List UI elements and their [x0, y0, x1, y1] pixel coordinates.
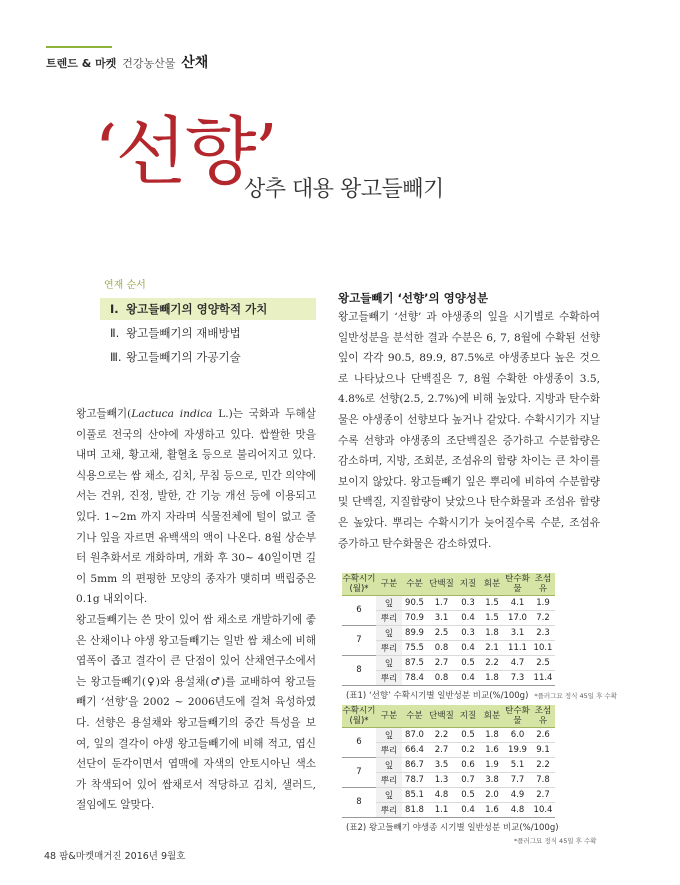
table-header-cell: 수확시기(월)* [342, 573, 376, 594]
table-part-cell: 뿌리 [376, 670, 402, 685]
series-item-text: 왕고들빼기의 재배방법 [126, 326, 241, 340]
table-value-cell: 4.1 [504, 595, 531, 610]
table-value-cell: 2.7 [531, 787, 555, 802]
table-value-cell: 87.0 [402, 727, 427, 742]
table-value-cell: 3.1 [427, 610, 456, 625]
subsection-label: 건강농산물 [122, 57, 176, 70]
table-value-cell: 78.7 [402, 772, 427, 787]
table-header-cell: 단백질 [427, 573, 456, 595]
table-value-cell: 0.3 [456, 625, 480, 640]
table-value-cell: 10.4 [531, 802, 555, 817]
table-value-cell: 90.5 [402, 595, 427, 610]
table-value-cell: 1.3 [427, 772, 456, 787]
table-value-cell: 2.1 [480, 640, 504, 655]
table-header-cell: 회분 [480, 573, 504, 595]
page-footer [44, 848, 185, 862]
table-value-cell: 0.8 [427, 670, 456, 685]
series-item-2 [100, 322, 316, 344]
caption-text: (표2) 왕고들빼기 야생종 시기별 일반성분 비교(%/100g) [346, 823, 559, 833]
table-row [342, 655, 555, 670]
table-row [342, 787, 555, 802]
article-title: ‘선향’ [94, 109, 277, 195]
table-value-cell: 0.2 [456, 742, 480, 757]
table-value-cell: 1.6 [480, 742, 504, 757]
table-header-cell: 수분 [402, 705, 427, 727]
table-value-cell: 2.2 [480, 655, 504, 670]
table-part-cell: 잎 [376, 655, 402, 670]
table-1-caption [346, 689, 617, 701]
table-value-cell: 66.4 [402, 742, 427, 757]
table-header-row [342, 573, 555, 595]
table-part-cell: 잎 [376, 595, 402, 610]
body-text: 왕고들빼기( [76, 408, 132, 420]
nutrition-table-2 [342, 705, 555, 818]
table-part-cell: 뿌리 [376, 742, 402, 757]
category-label: 산채 [181, 55, 209, 71]
table-part-cell: 잎 [376, 625, 402, 640]
table-value-cell: 1.1 [427, 802, 456, 817]
table-value-cell: 7.8 [531, 772, 555, 787]
table-row [342, 757, 555, 772]
table-value-cell: 2.5 [427, 625, 456, 640]
left-column [76, 404, 316, 816]
table-value-cell: 11.4 [531, 670, 555, 685]
table-value-cell: 1.6 [480, 802, 504, 817]
table-value-cell: 85.1 [402, 787, 427, 802]
table-value-cell: 2.2 [427, 727, 456, 742]
series-item-3 [100, 346, 316, 368]
latin-name: Lactuca indica [131, 408, 213, 420]
table-value-cell: 2.2 [531, 757, 555, 772]
series-item-number: Ⅰ. [110, 302, 119, 316]
caption-text: (표1) ‘선향’ 수확시기별 일반성분 비교(%/100g) [346, 691, 529, 701]
table-value-cell: 78.4 [402, 670, 427, 685]
table-header-cell: 조섬유 [531, 705, 555, 727]
article-subtitle: 상추 대용 왕고들빼기 [244, 177, 444, 202]
table-header-cell: 구분 [376, 705, 402, 727]
series-item-text: 왕고들빼기의 영양학적 가치 [126, 302, 268, 316]
table-part-cell: 뿌리 [376, 802, 402, 817]
table-header-cell: 회분 [480, 705, 504, 727]
table-part-cell: 잎 [376, 727, 402, 742]
table-header-cell: 수확시기(월)* [342, 705, 376, 726]
table-month-cell: 7 [342, 757, 376, 787]
table-part-cell: 잎 [376, 787, 402, 802]
table-value-cell: 0.8 [427, 640, 456, 655]
table-month-cell: 6 [342, 727, 376, 757]
table-value-cell: 1.5 [480, 610, 504, 625]
table-month-cell: 8 [342, 787, 376, 817]
table-header-cell: 지질 [456, 705, 480, 727]
right-column: 왕고들빼기 ‘선향’ 과 야생종의 잎을 시기별로 수확하여 일반성분을 분석한 결과 수분은 6, 7, 8월에 수확된 선향 잎이 각각 90.5, 89.9, 87.5%로 야생종보다 높은 것으로 나타났으나 단백질은 7, 8월 수확한 야생종이 3.5, 4.8%로 선향(2.5, 2.7%)에 비해 높았다. 지방과 탄수화물은 야생종이 선향보다 높거나 같았다. 수확시기가 지날수록 선향과 야생종의 조단백질은 증가하고 수분함량은 감소하며, 지방, 조회분, 조섬유의 함량 차이는 큰 차이를 보이지 않았다. 왕고들빼기 잎은 뿌리에 비하여 수분함량 및 단백질, 지질함량이 낮았으나 탄수화물과 조섬유 함량은 높았다. 뿌리는 수확시기가 늦어질수록 수분, 조섬유 증가하고 탄수화물은 감소하였다. [338, 311, 600, 550]
table-value-cell: 2.0 [480, 787, 504, 802]
table-value-cell: 3.5 [427, 757, 456, 772]
table-value-cell: 1.8 [480, 670, 504, 685]
table-part-cell: 뿌리 [376, 772, 402, 787]
table-value-cell: 87.5 [402, 655, 427, 670]
table-header-cell: 지질 [456, 573, 480, 595]
table-value-cell: 2.6 [531, 727, 555, 742]
table-value-cell: 1.9 [531, 595, 555, 610]
table-month-cell: 8 [342, 655, 376, 685]
table-2-caption [346, 821, 559, 833]
table-value-cell: 0.4 [456, 640, 480, 655]
section-header [46, 52, 208, 72]
series-item-1 [100, 298, 316, 320]
table-header-cell: 탄수화물 [505, 705, 530, 726]
table-value-cell: 2.3 [531, 625, 555, 640]
table-row [342, 727, 555, 742]
table-value-cell: 0.5 [456, 655, 480, 670]
table-value-cell: 3.1 [504, 625, 531, 640]
table-value-cell: 4.7 [504, 655, 531, 670]
table-value-cell: 1.5 [480, 595, 504, 610]
magazine-name: 팜&마켓매거진 2016년 9월호 [59, 851, 186, 862]
table-row [342, 625, 555, 640]
body-paragraph-2: 왕고들빼기는 쓴 맛이 있어 쌈 채소로 개발하기에 좋은 산채이나 야생 왕고들빼기는 일반 쌈 채소에 비해 엽폭이 좁고 결각이 큰 단점이 있어 산채연구소에서는 왕고들빼기(♀)와 용설채(♂)를 교배하여 왕고들빼기 ‘선향’을 2002 ~ 2006년도에 걸쳐 육성하였다. 선향은 용설채와 왕고들빼기의 중간 특성을 보여, 잎의 결각이 야생 왕고들빼기에 비해 적고, 엽신 선단이 둔각이면서 엽맥에 자색의 안토시아닌 색소가 착색되어 있어 쌈채로서 적당하고 김치, 샐러드, 절임에도 알맞다. [76, 613, 316, 812]
table-value-cell: 2.5 [531, 655, 555, 670]
table-part-cell: 뿌리 [376, 640, 402, 655]
page-number: 48 [44, 851, 57, 862]
table-value-cell: 1.8 [480, 625, 504, 640]
table-header-cell: 수분 [402, 573, 427, 595]
table-value-cell: 0.3 [456, 595, 480, 610]
table-value-cell: 7.7 [504, 772, 531, 787]
table-month-cell: 6 [342, 595, 376, 625]
table-value-cell: 86.7 [402, 757, 427, 772]
table-value-cell: 1.7 [427, 595, 456, 610]
table-part-cell: 잎 [376, 757, 402, 772]
table-header-row [342, 705, 555, 727]
table-value-cell: 70.9 [402, 610, 427, 625]
table-value-cell: 0.5 [456, 727, 480, 742]
table-value-cell: 6.0 [504, 727, 531, 742]
table-value-cell: 5.1 [504, 757, 531, 772]
table-value-cell: 19.9 [504, 742, 531, 757]
table-value-cell: 0.4 [456, 802, 480, 817]
section-label: 트렌드 & 마켓 [46, 57, 117, 70]
series-item-text: 왕고들빼기의 가공기술 [126, 350, 241, 364]
table-value-cell: 0.4 [456, 670, 480, 685]
body-paragraph-1 [76, 404, 316, 610]
table-value-cell: 0.5 [456, 787, 480, 802]
table-value-cell: 0.7 [456, 772, 480, 787]
series-item-number: Ⅱ. [110, 326, 120, 340]
table-value-cell: 4.8 [427, 787, 456, 802]
table-value-cell: 10.1 [531, 640, 555, 655]
table-value-cell: 1.8 [480, 727, 504, 742]
table-value-cell: 2.7 [427, 742, 456, 757]
table-value-cell: 81.8 [402, 802, 427, 817]
table-part-cell: 뿌리 [376, 610, 402, 625]
table-value-cell: 7.2 [531, 610, 555, 625]
table-value-cell: 4.8 [504, 802, 531, 817]
table-header-cell: 조섬유 [531, 573, 555, 595]
table-value-cell: 11.1 [504, 640, 531, 655]
table-header-cell: 단백질 [427, 705, 456, 727]
table-value-cell: 89.9 [402, 625, 427, 640]
body-text: L.)는 국화과 두해살이풀로 전국의 산야에 자생하고 있다. 쌉쌀한 맛을 내며 고채, 황고채, 활혈초 등으로 불리어지고 있다. 식용으로는 쌈 채소, 김치, 무침 등으로, 민간 의약에서는 건위, 진정, 발한, 간 기능 개선 등에 이용되고 있다. 1~2m 까지 자라며 식물전체에 털이 없고 줄기나 잎을 자르면 유백색의 액이 나온다. 8월 상순부터 원추화서로 개화하며, 개화 후 30~ 40일이면 길이 5mm 의 편평한 모양의 종자가 맺히며 백립중은 0.1g 내외이다. [76, 408, 316, 606]
table-2-note: *플러그묘 정식 45일 후 수확 [514, 837, 597, 845]
table-value-cell: 2.7 [427, 655, 456, 670]
table-row [342, 595, 555, 610]
table-value-cell: 7.3 [504, 670, 531, 685]
table-header-cell: 탄수화물 [505, 573, 530, 594]
series-item-number: Ⅲ. [110, 350, 122, 364]
table-month-cell: 7 [342, 625, 376, 655]
table-value-cell: 17.0 [504, 610, 531, 625]
series-list [100, 292, 316, 378]
section-heading: 왕고들빼기 ‘선향’의 영양성분 [338, 291, 489, 305]
nutrition-table-1 [342, 573, 555, 686]
table-value-cell: 75.5 [402, 640, 427, 655]
header-rule [46, 46, 112, 48]
table-value-cell: 4.9 [504, 787, 531, 802]
table-value-cell: 0.6 [456, 757, 480, 772]
table-value-cell: 9.1 [531, 742, 555, 757]
caption-note: *플러그묘 정식 45일 후 수확 [534, 692, 617, 700]
series-label: 연재 순서 [104, 280, 146, 291]
table-value-cell: 0.4 [456, 610, 480, 625]
table-value-cell: 1.9 [480, 757, 504, 772]
table-header-cell: 구분 [376, 573, 402, 595]
table-value-cell: 3.8 [480, 772, 504, 787]
